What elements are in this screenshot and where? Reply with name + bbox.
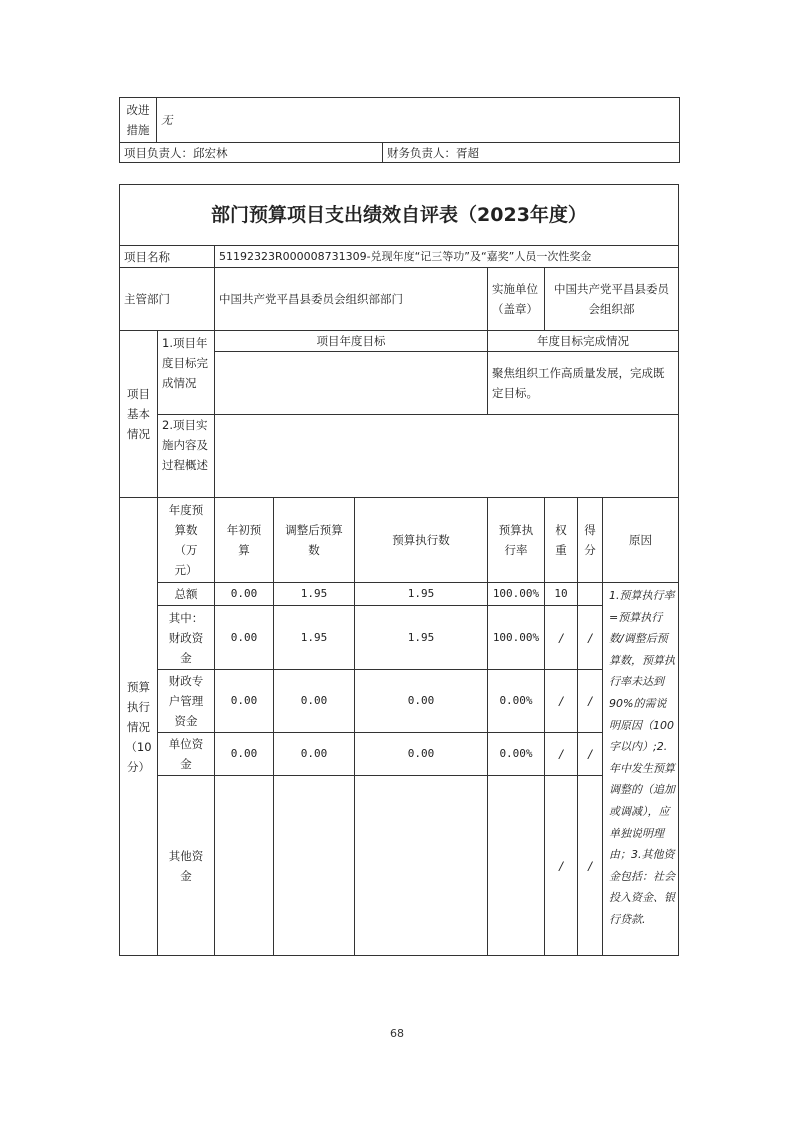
completion-value: 聚焦组织工作高质量发展，完成既定目标。: [487, 351, 679, 415]
row-initial: 0.00: [214, 669, 274, 733]
impl-unit-value: 中国共产党平昌县委员会组织部: [544, 267, 679, 331]
row-executed: [354, 775, 488, 956]
row-label: 其他资金: [157, 775, 215, 956]
header-rate: 预算执行率: [487, 497, 545, 583]
row-adjusted: 1.95: [273, 582, 355, 606]
row-weight: /: [544, 775, 578, 956]
project-name-label: 项目名称: [119, 245, 215, 268]
row-initial: 0.00: [214, 582, 274, 606]
row-weight: 10: [544, 582, 578, 606]
row-weight: /: [544, 605, 578, 670]
row-score: /: [577, 775, 603, 956]
row-rate: 0.00%: [487, 669, 545, 733]
row-label: 单位资金: [157, 732, 215, 776]
header-adjusted: 调整后预算数: [273, 497, 355, 583]
row-executed: 0.00: [354, 669, 488, 733]
row-rate: 100.00%: [487, 582, 545, 606]
improve-label: 改进措施: [119, 97, 157, 143]
row-rate: [487, 775, 545, 956]
row-score: /: [577, 732, 603, 776]
row-executed: 1.95: [354, 605, 488, 670]
exec-label: 预算执行情况（10分）: [119, 497, 158, 956]
row-executed: 1.95: [354, 582, 488, 606]
goal-value: [214, 351, 488, 415]
form-title: 部门预算项目支出绩效自评表（2023年度）: [119, 184, 679, 246]
row-adjusted: 0.00: [273, 732, 355, 776]
page-number: 68: [390, 1027, 404, 1040]
improve-value: 无: [156, 97, 680, 143]
row-weight: /: [544, 732, 578, 776]
dept-label: 主管部门: [119, 267, 215, 331]
row-weight: /: [544, 669, 578, 733]
header-weight: 权重: [544, 497, 578, 583]
dept-value: 中国共产党平昌县委员会组织部部门: [214, 267, 488, 331]
row-rate: 0.00%: [487, 732, 545, 776]
row-executed: 0.00: [354, 732, 488, 776]
header-reason: 原因: [602, 497, 679, 583]
goal-header: 项目年度目标: [214, 330, 488, 352]
row-initial: 0.00: [214, 605, 274, 670]
reason-text: 1.预算执行率=预算执行数/调整后预算数，预算执行率未达到90%的需说明原因（100字以内）;2.年中发生预算调整的（追加或调减），应单独说明理由；3.其他资金包括：社会投入资金、银行贷款.: [602, 582, 679, 956]
header-initial: 年初预算: [214, 497, 274, 583]
row-label: 财政专户管理资金: [157, 669, 215, 733]
row-adjusted: 1.95: [273, 605, 355, 670]
row-label: 总额: [157, 582, 215, 606]
impl-unit-label: 实施单位（盖章）: [487, 267, 545, 331]
row-score: [577, 582, 603, 606]
completion-header: 年度目标完成情况: [487, 330, 679, 352]
row-score: /: [577, 669, 603, 733]
basic-label: 项目基本情况: [119, 330, 158, 498]
goal-label: 1.项目年度目标完成情况: [157, 330, 215, 415]
row-adjusted: 0.00: [273, 669, 355, 733]
header-executed: 预算执行数: [354, 497, 488, 583]
project-lead: 项目负责人：邱宏林: [119, 142, 383, 163]
finance-lead: 财务负责人：胥超: [382, 142, 680, 163]
content-value: [214, 414, 679, 498]
row-adjusted: [273, 775, 355, 956]
row-label: 其中：财政资金: [157, 605, 215, 670]
project-name-value: 51192323R000008731309-兑现年度“记三等功”及“嘉奖”人员一次性奖金: [214, 245, 679, 268]
row-score: /: [577, 605, 603, 670]
header-score: 得分: [577, 497, 603, 583]
row-rate: 100.00%: [487, 605, 545, 670]
row-initial: [214, 775, 274, 956]
row-initial: 0.00: [214, 732, 274, 776]
header-unit: 年度预算数（万元）: [157, 497, 215, 583]
content-label: 2.项目实施内容及过程概述: [157, 414, 215, 498]
